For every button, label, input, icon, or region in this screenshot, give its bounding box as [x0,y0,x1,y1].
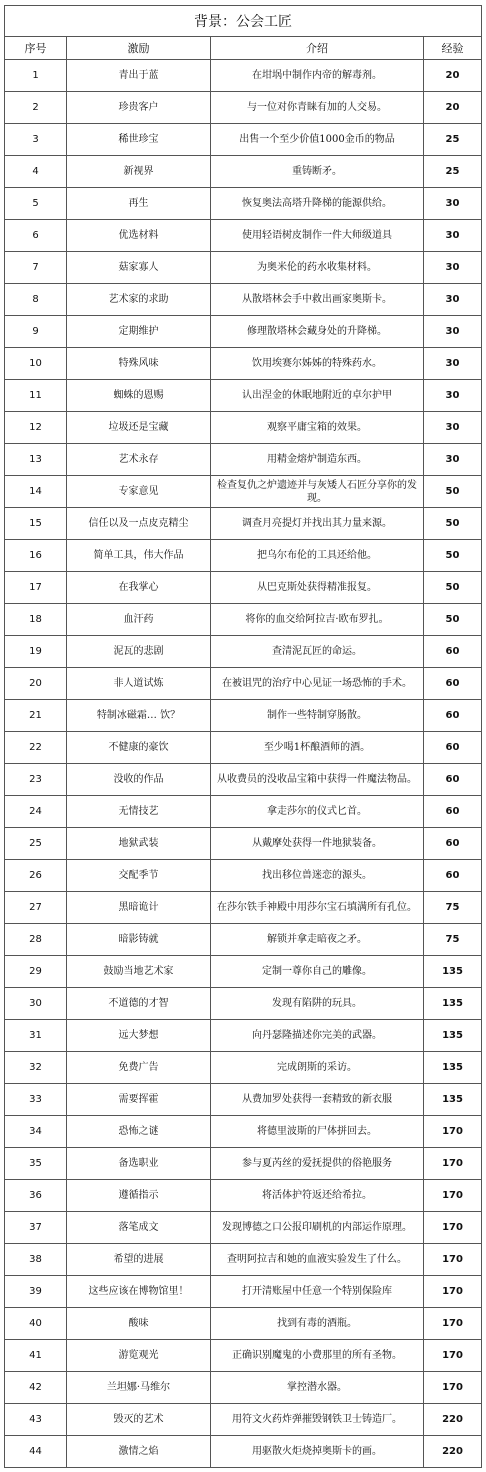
table-row [5,668,482,700]
row-experience: 25 [424,156,482,188]
row-incentive: 特制冰磁霜… 饮？ [67,700,211,732]
row-experience: 170 [424,1180,482,1212]
row-description: 制作一些特制穿肠散。 [211,700,424,732]
row-description: 解锁并拿走暗夜之矛。 [211,924,424,956]
row-index: 2 [5,92,67,124]
row-index: 18 [5,604,67,636]
row-incentive: 地狱武装 [67,828,211,860]
row-experience: 30 [424,380,482,412]
table-row [5,764,482,796]
table-row [5,892,482,924]
row-description: 观察平庸宝箱的效果。 [211,412,424,444]
row-description: 至少喝1杯酿酒师的酒。 [211,732,424,764]
table-row [5,476,482,508]
row-description: 向丹瑟隆描述你完美的武器。 [211,1020,424,1052]
row-description: 掌控潜水器。 [211,1372,424,1404]
row-experience: 170 [424,1276,482,1308]
row-incentive: 兰坦娜·马维尔 [67,1372,211,1404]
row-incentive: 需要挥霍 [67,1084,211,1116]
table-title: 背景：公会工匠 [5,6,482,37]
row-description: 用精金熔炉制造东西。 [211,444,424,476]
row-index: 1 [5,60,67,92]
row-description: 将德里波斯的尸体拼回去。 [211,1116,424,1148]
row-description: 查清泥瓦匠的命运。 [211,636,424,668]
row-experience: 135 [424,1020,482,1052]
row-incentive: 希望的进展 [67,1244,211,1276]
row-index: 22 [5,732,67,764]
row-description: 找出移位兽迷恋的源头。 [211,860,424,892]
row-incentive: 交配季节 [67,860,211,892]
row-experience: 75 [424,892,482,924]
table-row [5,796,482,828]
row-incentive: 在我掌心 [67,572,211,604]
row-description: 正确识别魔鬼的小费那里的所有圣物。 [211,1340,424,1372]
row-incentive: 再生 [67,188,211,220]
table-row [5,444,482,476]
row-experience: 60 [424,764,482,796]
row-experience: 30 [424,412,482,444]
table-row [5,1308,482,1340]
row-index: 23 [5,764,67,796]
row-index: 28 [5,924,67,956]
row-index: 25 [5,828,67,860]
row-experience: 50 [424,540,482,572]
row-experience: 30 [424,188,482,220]
row-description: 完成朗斯的采访。 [211,1052,424,1084]
table-row [5,1084,482,1116]
row-experience: 30 [424,252,482,284]
row-experience: 135 [424,1084,482,1116]
row-description: 为奥米伦的药水收集材料。 [211,252,424,284]
row-index: 37 [5,1212,67,1244]
row-description: 使用轻语树皮制作一件大师级道具 [211,220,424,252]
row-index: 29 [5,956,67,988]
row-description: 在坩埚中制作内帝的解毒剂。 [211,60,424,92]
row-experience: 50 [424,476,482,508]
row-incentive: 不健康的豪饮 [67,732,211,764]
row-index: 36 [5,1180,67,1212]
row-incentive: 蜘蛛的恩赐 [67,380,211,412]
table-row [5,1020,482,1052]
row-experience: 30 [424,220,482,252]
row-index: 32 [5,1052,67,1084]
table-row [5,188,482,220]
row-description: 用驱散火炬烧掉奥斯卡的画。 [211,1436,424,1468]
table-row [5,220,482,252]
row-experience: 170 [424,1212,482,1244]
row-index: 14 [5,476,67,508]
row-experience: 60 [424,732,482,764]
row-description: 发现有陷阱的玩具。 [211,988,424,1020]
table-row [5,572,482,604]
row-index: 38 [5,1244,67,1276]
row-index: 41 [5,1340,67,1372]
row-description: 参与夏芮丝的爱抚提供的俗艳服务 [211,1148,424,1180]
row-incentive: 鼓励当地艺术家 [67,956,211,988]
row-description: 在被诅咒的治疗中心见证一场恐怖的手术。 [211,668,424,700]
row-description: 修理散塔林会藏身处的升降梯。 [211,316,424,348]
row-incentive: 专家意见 [67,476,211,508]
row-description: 把乌尔布伦的工具还给他。 [211,540,424,572]
row-index: 24 [5,796,67,828]
row-incentive: 毁灭的艺术 [67,1404,211,1436]
row-index: 39 [5,1276,67,1308]
table-row [5,1052,482,1084]
row-experience: 135 [424,988,482,1020]
row-description: 出售一个至少价值1000金币的物品 [211,124,424,156]
row-index: 27 [5,892,67,924]
row-index: 8 [5,284,67,316]
row-incentive: 稀世珍宝 [67,124,211,156]
row-index: 40 [5,1308,67,1340]
row-incentive: 垃圾还是宝藏 [67,412,211,444]
row-incentive: 泥瓦的悲剧 [67,636,211,668]
table-row [5,92,482,124]
row-experience: 60 [424,828,482,860]
table-row [5,316,482,348]
row-incentive: 简单工具，伟大作品 [67,540,211,572]
row-incentive: 黑暗诡计 [67,892,211,924]
row-incentive: 远大梦想 [67,1020,211,1052]
row-description: 在莎尔铁手神殿中用莎尔宝石填满所有孔位。 [211,892,424,924]
row-incentive: 特殊风味 [67,348,211,380]
row-incentive: 定期维护 [67,316,211,348]
row-incentive: 恐怖之谜 [67,1116,211,1148]
row-index: 4 [5,156,67,188]
row-incentive: 艺术家的求助 [67,284,211,316]
row-incentive: 落笔成文 [67,1212,211,1244]
row-description: 将活体护符返还给希拉。 [211,1180,424,1212]
row-index: 13 [5,444,67,476]
table-row [5,700,482,732]
row-index: 10 [5,348,67,380]
table-row [5,988,482,1020]
row-experience: 170 [424,1148,482,1180]
row-index: 44 [5,1436,67,1468]
row-description: 打开清账屋中任意一个特别保险库 [211,1276,424,1308]
row-description: 用符文火药炸弹摧毁钢铁卫士铸造厂。 [211,1404,424,1436]
table-row [5,60,482,92]
row-index: 34 [5,1116,67,1148]
table-row [5,1180,482,1212]
row-description: 找到有毒的酒瓶。 [211,1308,424,1340]
row-incentive: 这些应该在博物馆里！ [67,1276,211,1308]
table-row [5,604,482,636]
row-experience: 170 [424,1372,482,1404]
table-row [5,540,482,572]
row-index: 42 [5,1372,67,1404]
row-description: 从戴摩处获得一件地狱装备。 [211,828,424,860]
table-row [5,732,482,764]
table-row [5,636,482,668]
row-experience: 170 [424,1116,482,1148]
row-incentive: 信任以及一点皮克精尘 [67,508,211,540]
row-index: 26 [5,860,67,892]
table-row [5,348,482,380]
row-incentive: 新视界 [67,156,211,188]
table-row [5,1244,482,1276]
table-row [5,1148,482,1180]
row-description: 重铸断矛。 [211,156,424,188]
row-incentive: 激情之焰 [67,1436,211,1468]
table-body [5,60,482,1468]
row-experience: 135 [424,956,482,988]
row-incentive: 免费广告 [67,1052,211,1084]
row-incentive: 青出于蓝 [67,60,211,92]
table-row [5,1436,482,1468]
row-index: 3 [5,124,67,156]
row-description: 恢复奥法高塔升降梯的能源供给。 [211,188,424,220]
incentive-sheet [4,5,481,1468]
row-description: 从巴克斯处获得精准报复。 [211,572,424,604]
row-description: 发现博德之口公报印刷机的内部运作原理。 [211,1212,424,1244]
row-incentive: 暗影铸就 [67,924,211,956]
row-index: 17 [5,572,67,604]
row-incentive: 没收的作品 [67,764,211,796]
row-index: 30 [5,988,67,1020]
row-experience: 50 [424,508,482,540]
row-description: 认出涅金的休眠地附近的卓尔护甲 [211,380,424,412]
row-index: 6 [5,220,67,252]
header-incentive: 激励 [67,37,211,60]
row-incentive: 酸味 [67,1308,211,1340]
row-experience: 30 [424,316,482,348]
row-experience: 50 [424,572,482,604]
row-experience: 60 [424,636,482,668]
row-description: 将你的血交给阿拉吉·欧布罗扎。 [211,604,424,636]
table-row [5,828,482,860]
row-incentive: 血汗药 [67,604,211,636]
row-description: 调查月亮提灯并找出其力量来源。 [211,508,424,540]
row-incentive: 优选材料 [67,220,211,252]
row-experience: 20 [424,60,482,92]
table-row [5,412,482,444]
row-experience: 170 [424,1308,482,1340]
table-row [5,380,482,412]
row-experience: 220 [424,1404,482,1436]
table-row [5,1372,482,1404]
row-index: 21 [5,700,67,732]
table-row [5,252,482,284]
row-incentive: 非人道试炼 [67,668,211,700]
row-description: 饮用埃赛尔姊姊的特殊药水。 [211,348,424,380]
row-experience: 30 [424,348,482,380]
row-incentive: 菇家寡人 [67,252,211,284]
header-experience: 经验 [424,37,482,60]
row-incentive: 珍贵客户 [67,92,211,124]
table-row [5,956,482,988]
row-description: 与一位对你青睐有加的人交易。 [211,92,424,124]
row-description: 检查复仇之炉遗迹并与灰矮人石匠分享你的发现。 [211,476,424,508]
row-description: 查明阿拉吉和她的血液实验发生了什么。 [211,1244,424,1276]
row-index: 35 [5,1148,67,1180]
row-index: 31 [5,1020,67,1052]
row-index: 16 [5,540,67,572]
row-incentive: 备选职业 [67,1148,211,1180]
row-incentive: 游览观光 [67,1340,211,1372]
row-index: 9 [5,316,67,348]
row-index: 19 [5,636,67,668]
row-index: 12 [5,412,67,444]
table-row [5,1340,482,1372]
row-experience: 60 [424,668,482,700]
row-index: 11 [5,380,67,412]
table-row [5,156,482,188]
row-experience: 60 [424,796,482,828]
row-incentive: 无情技艺 [67,796,211,828]
row-description: 从费加罗处获得一套精致的新衣服 [211,1084,424,1116]
row-experience: 30 [424,284,482,316]
row-experience: 60 [424,860,482,892]
row-index: 15 [5,508,67,540]
row-experience: 170 [424,1340,482,1372]
table-row [5,1212,482,1244]
row-experience: 220 [424,1436,482,1468]
row-incentive: 不道德的才智 [67,988,211,1020]
row-description: 从散塔林会手中救出画家奥斯卡。 [211,284,424,316]
row-description: 定制一尊你自己的雕像。 [211,956,424,988]
row-index: 5 [5,188,67,220]
row-description: 拿走莎尔的仪式匕首。 [211,796,424,828]
row-index: 7 [5,252,67,284]
row-incentive: 遵循指示 [67,1180,211,1212]
header-description: 介绍 [211,37,424,60]
table-row [5,1116,482,1148]
row-incentive: 艺术永存 [67,444,211,476]
row-description: 从收费员的没收品宝箱中获得一件魔法物品。 [211,764,424,796]
table-row [5,124,482,156]
table-row [5,508,482,540]
row-experience: 50 [424,604,482,636]
header-index: 序号 [5,37,67,60]
table-row [5,1404,482,1436]
row-experience: 170 [424,1244,482,1276]
row-experience: 135 [424,1052,482,1084]
table-row [5,924,482,956]
row-index: 43 [5,1404,67,1436]
row-experience: 75 [424,924,482,956]
table-row [5,1276,482,1308]
row-index: 20 [5,668,67,700]
row-experience: 30 [424,444,482,476]
row-experience: 25 [424,124,482,156]
row-experience: 20 [424,92,482,124]
row-index: 33 [5,1084,67,1116]
row-experience: 60 [424,700,482,732]
table-row [5,284,482,316]
incentive-table [4,5,482,1468]
table-row [5,860,482,892]
